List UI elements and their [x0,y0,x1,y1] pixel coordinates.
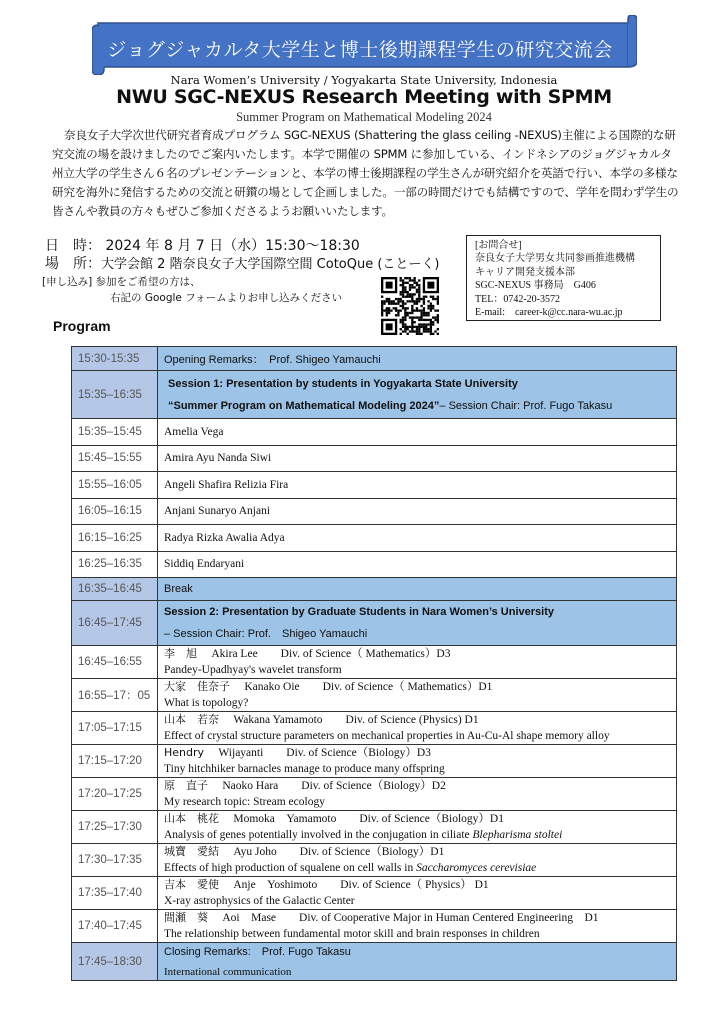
place-value: 大学会館 2 階奈良女子大学国際空間 CotoQue (ことーく) [101,257,440,272]
presenter-name-en: Anje Yoshimoto [233,879,318,891]
presenter-name-jp: 間瀬 葵 [164,911,208,924]
presenter-name-jp: 大家 佳奈子 [164,680,230,693]
time-cell: 15:35–16:35 [72,371,158,419]
presenter-name-jp: 山本 桃花 [164,812,219,825]
presenter-name: Siddiq Endaryani [164,558,245,571]
presenter-name-en: Wijayanti [218,747,264,759]
time-cell: 17:05–17:15 [78,722,142,734]
contact-box [466,235,661,321]
session2-talk-row [72,844,677,877]
presenter-name-jp: Hendry [164,746,205,759]
presenter-name-jp: 吉本 愛使 [164,878,219,891]
place-label: 場 所： [45,256,101,272]
banner-title: ジョグジャカルタ大学生と博士後期課程学生の研究交流会 [107,39,613,61]
qr-code[interactable] [381,277,439,335]
contact-line: E-mail: career-k@cc.nara-wu.ac.jp [475,307,623,319]
contact-line: [お問合せ] [475,240,522,251]
presenter-name-en: Aoi Mase [222,912,277,924]
presenter-name-jp: 山本 若奈 [164,713,219,726]
contact-line: SGC-NEXUS 事務局 G406 [475,280,596,292]
presenter-name: Radya Rizka Awalia Adya [164,531,285,544]
session1-talk-row [72,525,677,552]
session1-talk-row [72,551,677,578]
time-cell: 17:20–17:25 [78,788,142,800]
talk-title: Effect of crystal structure parameters on mechanical properties in Au-Cu-Al shape memory alloy [164,730,610,742]
page-title: NWU SGC-NEXUS Research Meeting with SPMM [116,86,612,108]
session2-talk-row [72,646,677,679]
talk-title-species: Saccharomyces cerevisiae [416,862,537,874]
session1-chair: – Session Chair: Prof. Fugo Takasu [439,399,613,412]
talk-title: The relationship between fundamental motor skill and brain responses in children [164,928,540,940]
contact-line: 奈良女子大学男女共同参画推進機構 [475,253,635,265]
date-value: 2024 年 8 月 7 日（水）15:30〜18:30 [105,238,360,254]
session2-row [72,601,677,646]
session1-title: Session 1: Presentation by students in Yogyakarta State University [168,377,518,390]
session1-talk-row [72,419,677,446]
presenter-division: Div. of Science（Biology）D3 [286,747,431,759]
apply-line1: 参加をご希望の方は、 [95,276,201,288]
presenter-name-jp: 原 直子 [164,779,208,792]
session2-chair: – Session Chair: Prof. Shigeo Yamauchi [164,628,368,640]
time-cell: 17:35–17:40 [78,887,142,899]
universities: Nara Women’s University / Yogyakarta State University, Indonesia [170,73,558,87]
time-cell: 15:30-15:35 [72,347,158,371]
break-row [72,578,677,601]
date-label: 日 時： [45,238,101,254]
talk-title: Pandey-Upadhyay's wavelet transform [164,664,342,676]
opening-row [72,347,677,371]
session2-talk-row [72,910,677,943]
session2-talk-row [72,712,677,745]
presenter-name: Anjani Sunaryo Anjani [164,505,271,518]
time-cell: 16:05–16:15 [78,505,142,518]
presenter-division: Div. of Science（Biology）D1 [299,846,445,858]
time-cell: 16:35–16:45 [78,583,142,595]
talk-title: Tiny hitchhiker barnacles manage to produce many offspring [164,763,445,775]
presenter-name-en: Ayu Joho [233,846,277,858]
talk-title: Analysis of genes potentially involved in the conjugation in ciliate [164,829,473,841]
apply-label: [申し込み] [42,276,93,288]
talk-title: Effects of high production of squalene on cell walls in [164,862,417,874]
time-cell: 16:15–16:25 [78,531,142,544]
time-cell: 17:30–17:35 [78,854,142,866]
presenter-division: Div. of Science（ Mathematics）D1 [322,681,493,693]
closing-sub: International communication [164,965,292,978]
session1-talk-row [72,445,677,472]
talk-title-species: Blepharisma stoltei [472,829,563,841]
time-cell: 15:35–15:45 [78,425,142,438]
time-cell: 16:25–16:35 [78,558,142,571]
presenter-division: Div. of Cooperative Major in Human Centered Engineering D1 [299,912,599,924]
time-cell: 15:55–16:05 [78,478,142,491]
break-label: Break [164,583,193,595]
presenter-name: Angeli Shafira Relizia Fira [164,478,289,491]
session1-row [72,371,677,419]
contact-line: キャリア開発支援本部 [475,266,575,278]
presenter-name-jp: 李 旭 [164,647,197,660]
session2-title: Session 2: Presentation by Graduate Students in Nara Women’s University [164,606,554,618]
session2-talk-row [72,778,677,811]
presenter-division: Div. of Science (Physics) D1 [345,714,479,726]
time-cell: 17:40–17:45 [78,920,142,932]
presenter-division: Div. of Science（Biology）D2 [301,780,446,792]
opening-remarks: Opening Remarks： Prof. Shigeo Yamauchi [158,347,677,371]
session1-talk-row [72,498,677,525]
time-cell: 17:25–17:30 [78,821,142,833]
presenter-name: Amelia Vega [164,425,224,438]
session2-talk-row [72,877,677,910]
presenter-name: Amira Ayu Nanda Siwi [164,452,272,465]
presenter-name-en: Akira Lee [211,648,258,660]
presenter-name-jp: 城寶 愛結 [164,845,219,858]
time-cell: 16:45–17:45 [78,617,142,629]
presenter-division: Div. of Science（ Physics） D1 [340,879,489,891]
contact-line: TEL：0742-20-3572 [475,293,560,305]
session1-talk-row [72,472,677,499]
presenter-division: Div. of Science（Biology）D1 [359,813,504,825]
time-cell: 17:45–18:30 [78,955,142,968]
presenter-name-en: Momoka Yamamoto [233,813,337,825]
talk-title: My research topic: Stream ecology [164,796,325,808]
subtitle: Summer Program on Mathematical Modeling 2024 [236,110,492,124]
talk-title: What is topology? [164,697,249,709]
talk-title: X-ray astrophysics of the Galactic Center [164,895,355,907]
time-cell: 16:55–17：05 [78,690,151,702]
presenter-name-en: Wakana Yamamoto [233,714,323,726]
time-cell: 15:45–15:55 [78,452,142,465]
intro-paragraph: 奈良女子大学次世代研究者育成プログラム SGC-NEXUS (Shattering the glass ceiling -NEXUS)主催による国際的な研究交流の場を設けましたのでご案内いたします。本学で開催の SPMM に参加している、インドネシアのジョグジャカルタ州立大学の学生さん６名のプレゼンテーションと、本学の博士後期課程の学生さんが研究紹介を英語で行い、本学の多様な研究を海外に発信するための交流と研鑚の場として企画しました。一部の時間だけでも結構ですので、学年を問わず学生の皆さんや教員の方々もぜひご参加くださるようお願いいたします。 [52,128,679,218]
time-cell: 17:15–17:20 [78,755,142,767]
presenter-name-en: Naoko Hara [222,780,279,792]
session2-talk-row [72,679,677,712]
program-heading: Program [53,318,111,334]
session2-talk-row [72,745,677,778]
closing-row [72,943,677,981]
apply-line2: 右記の Google フォームよりお申し込みください [110,292,343,304]
session2-talk-row [72,811,677,844]
time-cell: 16:45–16:55 [78,656,142,668]
session1-program: “Summer Program on Mathematical Modeling 2024” [168,399,440,412]
program-table [71,346,677,981]
closing-remarks: Closing Remarks: Prof. Fugo Takasu [164,945,351,958]
presenter-name-en: Kanako Oie [244,681,300,693]
presenter-division: Div. of Science（ Mathematics）D3 [280,648,451,660]
